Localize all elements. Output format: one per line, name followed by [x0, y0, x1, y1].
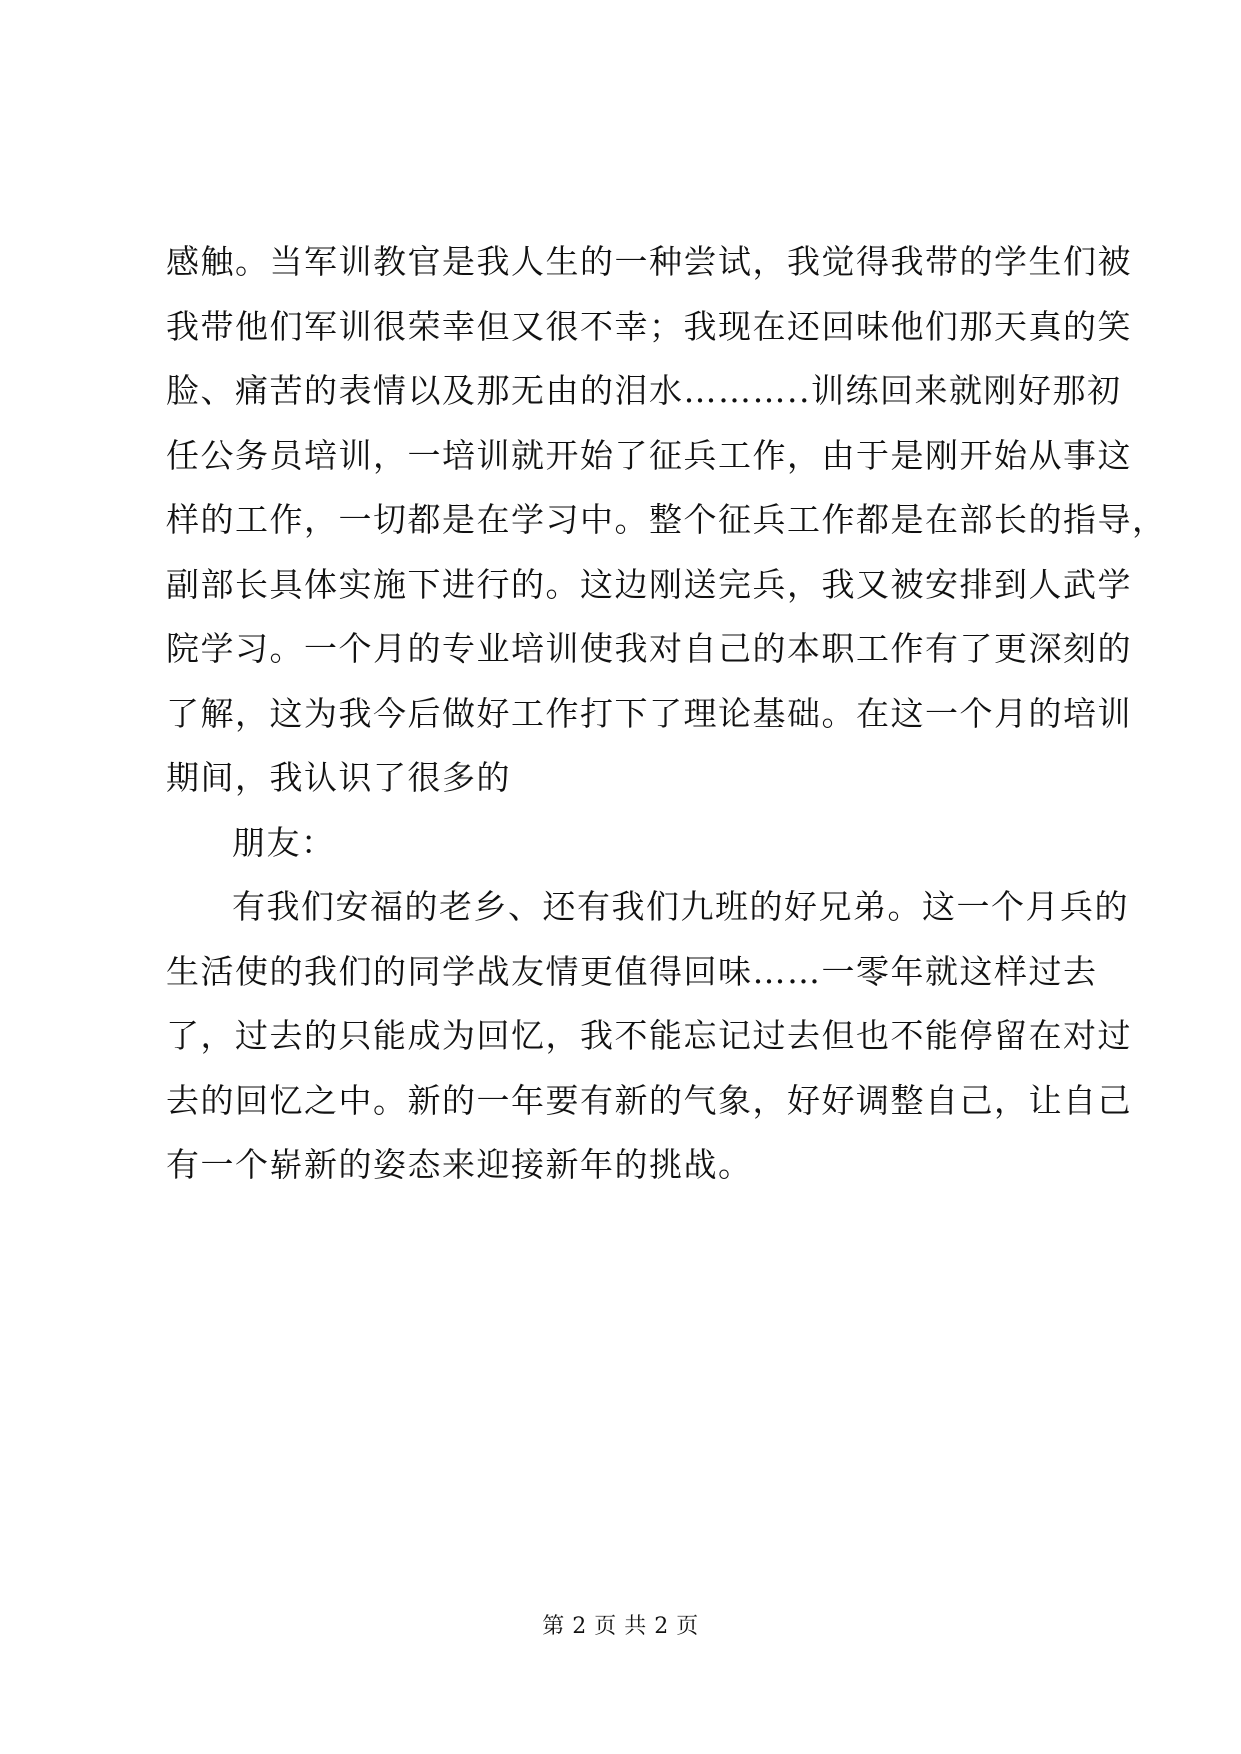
paragraph-3-line-1: 有我们安福的老乡、还有我们九班的好兄弟。这一个月兵的 — [232, 887, 1129, 926]
paragraph-1-line-1: 感触。当军训教官是我人生的一种尝试，我觉得我带的学生们被 — [166, 242, 1132, 281]
paragraph-1-line-9: 期间，我认识了很多的 — [166, 758, 511, 797]
paragraph-3-line-2: 生活使的我们的同学战友情更值得回味……一零年就这样过去 — [166, 951, 1098, 991]
paragraph-3-line-3: 了，过去的只能成为回忆，我不能忘记过去但也不能停留在对过 — [166, 1016, 1132, 1055]
paragraph-3-line-5: 有一个崭新的姿态来迎接新年的挑战。 — [166, 1145, 753, 1184]
document-body — [166, 230, 1167, 1198]
paragraph-1-line-6: 副部长具体实施下进行的。这边刚送完兵，我又被安排到人武学 — [166, 564, 1132, 604]
paragraph-1-line-7: 院学习。一个月的专业培训使我对自己的本职工作有了更深刻的 — [166, 629, 1132, 668]
paragraph-2: 朋友： — [232, 822, 336, 862]
page-number-footer: 第 2 页 共 2 页 — [542, 1614, 699, 1639]
paragraph-3-line-4: 去的回忆之中。新的一年要有新的气象，好好调整自己，让自己 — [166, 1080, 1132, 1120]
paragraph-1-line-2: 我带他们军训很荣幸但又很不幸；我现在还回味他们那天真的笑 — [166, 306, 1132, 346]
paragraph-1-line-8: 了解，这为我今后做好工作打下了理论基础。在这一个月的培训 — [166, 693, 1132, 733]
paragraph-1-line-3: 脸、痛苦的表情以及那无由的泪水………..训练回来就刚好那初 — [166, 371, 1122, 410]
paragraph-1-line-5: 样的工作，一切都是在学习中。整个征兵工作都是在部长的指导， — [166, 500, 1167, 539]
paragraph-1-line-4: 任公务员培训，一培训就开始了征兵工作，由于是刚开始从事这 — [166, 435, 1132, 475]
